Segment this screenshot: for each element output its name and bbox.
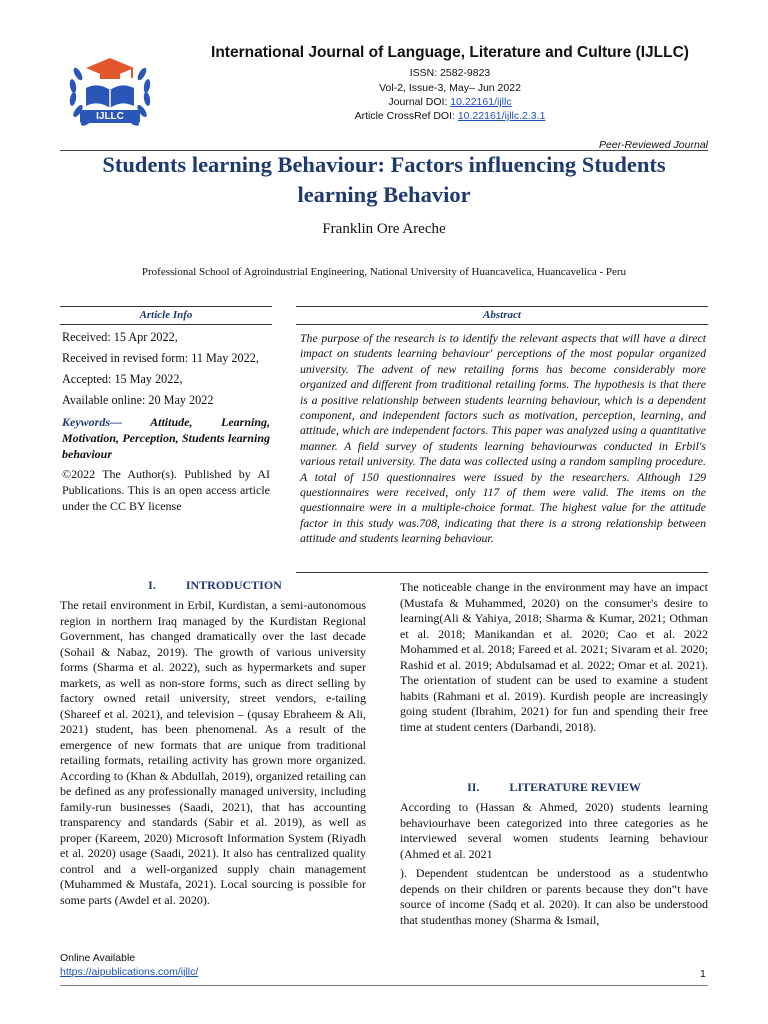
footer-rule xyxy=(60,985,708,986)
literature-review-heading: II. LITERATURE REVIEW xyxy=(467,780,641,794)
article-info-bottom-rule xyxy=(60,324,272,325)
received-date: Received: 15 Apr 2022, xyxy=(62,330,178,344)
right-column-paragraph: The noticeable change in the environment may have an impact (Mustafa & Muhammed, 2020) on the consumer's desire to learning(Ali & Yahiya, 2018; Sharma & Kumar, 2021; Othman et al. 2018; Manikandan et al. 2020; Cao et al. 2022 Mohammed et al. 2018; Fareed et al. 2021; Sivaram et al. 2020; Rashid et al. 2019; Abdulsamad et al. 2022; Omar et al. 2021). The orientation of student can be used to examine a student habits (Rahmani et al. 2019). Kurdish people are increasingly going student (Ibrahim, 2021) for fun and spending their free time at student centers (Darbandi, 2018). xyxy=(400,580,708,734)
crossref-doi-label: Article CrossRef DOI: xyxy=(354,110,458,122)
keywords-list: Attitude, Learning, Motivation, Perception, Students learning behaviour xyxy=(62,415,270,461)
copyright-notice: ©2022 The Author(s). Published by AI Publications. This is an open access article under the CC BY license xyxy=(62,467,270,513)
issn: ISSN: 2582-9823 xyxy=(409,67,491,79)
peer-reviewed-label: Peer-Reviewed Journal xyxy=(599,139,708,151)
accepted-date: Accepted: 15 May 2022, xyxy=(62,372,183,386)
journal-doi xyxy=(170,96,730,108)
journal-url-anchor[interactable]: https://aipublications.com/ijllc/ xyxy=(60,966,199,978)
crossref-doi-link[interactable]: 10.22161/ijllc.2.3.1 xyxy=(457,110,546,122)
logo-text: IJLLC xyxy=(96,111,124,122)
journal-title: International Journal of Language, Literature and Culture (IJLLC) xyxy=(211,44,689,61)
keywords xyxy=(62,414,270,462)
article-info-top-rule xyxy=(60,306,272,307)
volume-issue: Vol-2, Issue-3, May– Jun 2022 xyxy=(379,82,521,94)
introduction-text: The retail environment in Erbil, Kurdistan, a semi-autonomous region in northern Iraq managed by the Kurdistan Regional Government, has changed dramatically over the last decade (Sohail & Nabaz, 2019). The growth of various university forms (Sharma et al. 2022), such as hypermarkets and super markets, as well as non-store forms, such as direct selling by factory owned retail university, street vendors, e-tailing (Shareef et al. 2021), and television – (qusay Ebraheem & Ali, 2021) student, has been phenomenal. As a result of the emergence of new formats that are unique from traditional retailing formats, retailing activity has grown more organized. According to (Khan & Abdullah, 2019), organized retailing can be defined as any professionally managed university, including family-run businesses (Saadi, 2021), that has accounting transparency and standards (Sabir et al. 2019), as well as proper (Kareem, 2020) Microsoft Information System (Riyadh et al. 2020) usage (Saadi, 2021). It also has centralized quality control and a well-organized supply chain management (Muhammed & Mustafa, 2021). Local sourcing is possible for some parts (Awdel et al. 2020). xyxy=(60,598,366,907)
article-info-heading: Article Info xyxy=(139,309,193,321)
journal-doi-link[interactable]: 10.22161/ijllc xyxy=(450,96,512,108)
online-date: Available online: 20 May 2022 xyxy=(62,393,214,407)
online-available-label: Online Available xyxy=(60,952,136,964)
abstract-text: The purpose of the research is to identify the relevant aspects that will have a direct impact on students learning behaviour' perceptions of the most popular organized university. The advent of new retailing forms has become considerably more organized and different from traditional retailing forms. The hypothesis is that there is a positive relationship between students learning behaviour, which is a dependent component, and independent factors such as motivation, perception, learning, and attitude, which are independent factors. This paper was analyzed using a quantitative manner. A field survey of students learning behaviourwas conducted in Erbil's various retail university. The data was collected using a random sampling procedure. A total of 150 questionnaires were issued by the researchers. Although 129 questionnaires were received, only 117 of them were valid. The items on the questionnaire were in a multiple-choice format. The highest value for the attitude factor in this study was.708, indicating that there is a strong relationship between attitude and students learning behaviour. xyxy=(300,331,706,546)
introduction-heading: I. INTRODUCTION xyxy=(148,578,282,592)
author-name: Franklin Ore Areche xyxy=(322,221,446,237)
page-number: 1 xyxy=(700,968,706,980)
abstract-bottom-rule xyxy=(296,324,708,325)
abstract-top-rule xyxy=(296,306,708,307)
keywords-label: Keywords— xyxy=(62,415,122,429)
literature-review-paragraph: According to (Hassan & Ahmed, 2020) students learning behaviourhave been categorized into three categories as he interviewed several women students learning behaviour (Ahmed et al. 2021 xyxy=(400,800,708,861)
abstract-end-rule xyxy=(296,572,708,573)
laurel-wreath-icon xyxy=(62,44,158,140)
revised-date: Received in revised form: 11 May 2022, xyxy=(62,351,259,365)
article-title: Students learning Behaviour: Factors influencing Students learning Behavior xyxy=(102,152,666,207)
author-affiliation: Professional School of Agroindustrial Engineering, National University of Huancavelica, Huancavelica - Peru xyxy=(141,266,627,278)
journal-url-link[interactable] xyxy=(60,966,198,978)
literature-review-continued: ). Dependent studentcan be understood as a studentwho depends on their children or parents because they don‟t have source of income (Sadq et al. 2020). It can also be understood that studenthas money (Sharma & Ismail, xyxy=(400,866,708,927)
abstract-heading: Abstract xyxy=(483,309,521,321)
crossref-doi xyxy=(170,110,730,122)
journal-logo xyxy=(62,44,158,140)
journal-doi-label: Journal DOI: xyxy=(388,96,451,108)
